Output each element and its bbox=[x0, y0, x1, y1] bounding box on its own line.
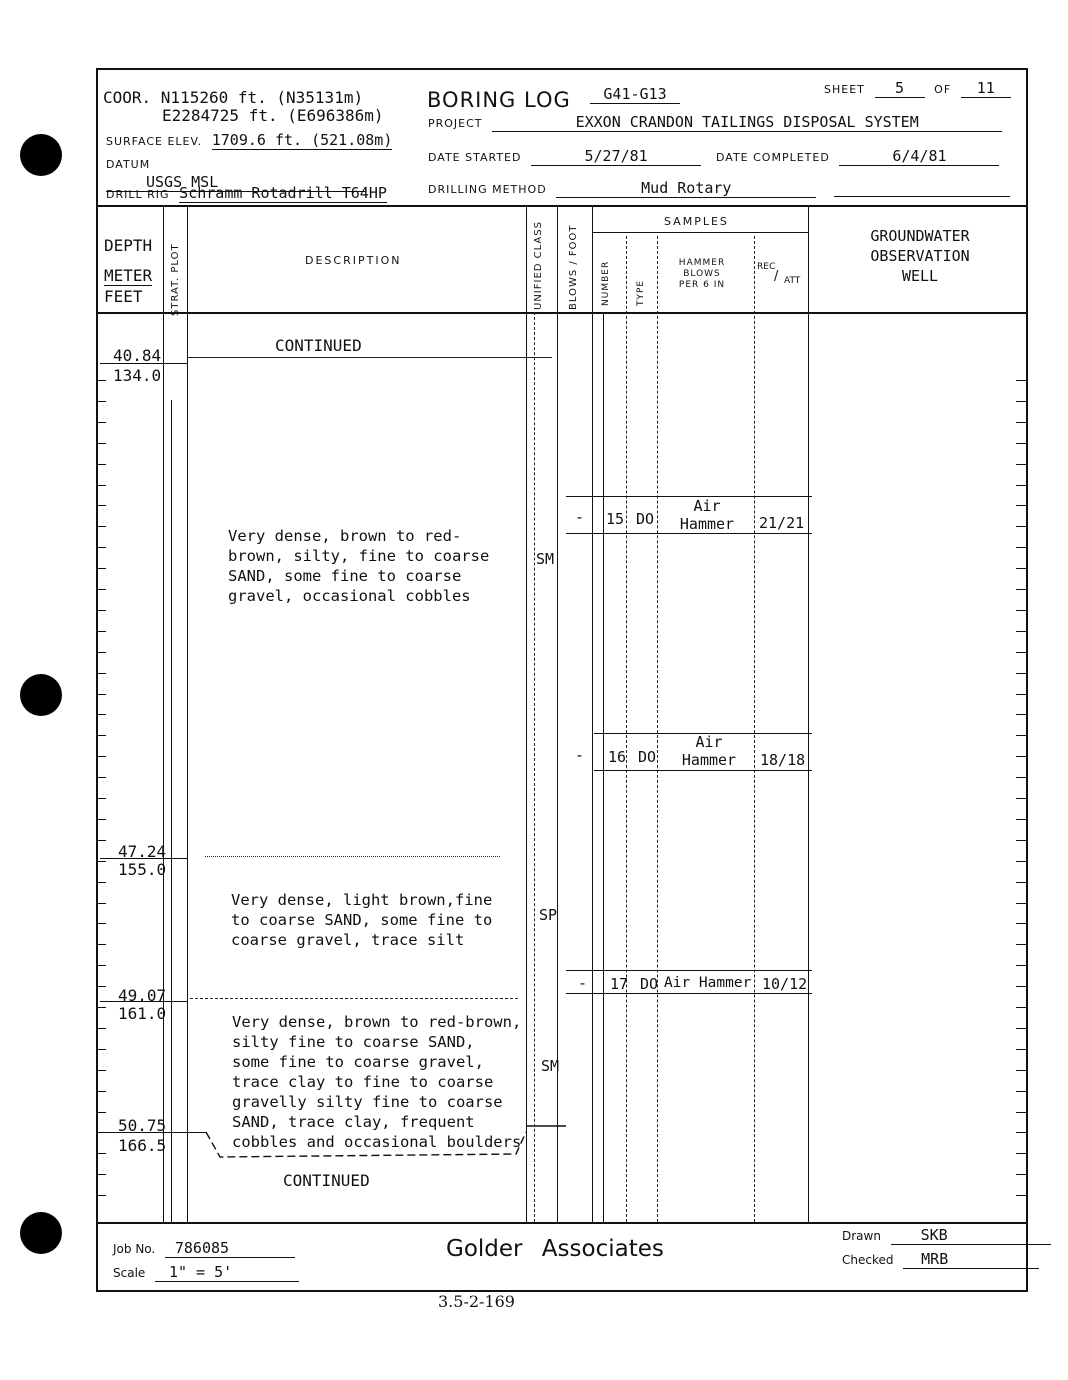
punch-hole bbox=[20, 134, 62, 176]
scale-value: 1" = 5' bbox=[155, 1263, 299, 1282]
depth-tick bbox=[1016, 401, 1026, 402]
sheet-field bbox=[824, 78, 1011, 98]
depth-tick bbox=[1016, 1028, 1026, 1029]
punch-hole bbox=[20, 1212, 62, 1254]
depth-tick bbox=[1016, 923, 1026, 924]
sample-16-recovery: 18/18 bbox=[760, 751, 806, 769]
samples-col-divider bbox=[808, 207, 809, 1222]
depth-tick bbox=[98, 568, 106, 569]
depth-tick bbox=[98, 965, 106, 966]
depth-tick bbox=[1016, 882, 1026, 883]
depth-tick bbox=[1016, 819, 1026, 820]
rec-header: REC bbox=[757, 262, 776, 272]
drilling-method-value: Mud Rotary bbox=[556, 179, 816, 198]
drilling-method-label: DRILLING METHOD bbox=[428, 183, 547, 196]
date-completed-value: 6/4/81 bbox=[839, 147, 999, 166]
boring-id: G41-G13 bbox=[590, 85, 680, 104]
depth-tick bbox=[1016, 631, 1026, 632]
depth-tick bbox=[1016, 673, 1026, 674]
sample-15-type: DO bbox=[636, 510, 655, 528]
depth-tick bbox=[1016, 965, 1026, 966]
sheet-total: 11 bbox=[961, 79, 1011, 98]
depth-tick bbox=[1016, 380, 1026, 381]
depth-tick bbox=[98, 756, 106, 757]
depth-tick bbox=[98, 1028, 106, 1029]
project-field bbox=[428, 112, 1002, 132]
job-number-label: Job No. bbox=[113, 1242, 156, 1256]
date-completed-label: DATE COMPLETED bbox=[716, 151, 830, 164]
number-header: NUMBER bbox=[601, 260, 611, 306]
depth-col-divider bbox=[163, 207, 164, 1222]
depth-tick bbox=[1016, 861, 1026, 862]
type-col-divider bbox=[657, 236, 658, 1222]
depth-feet-4: 166.5 bbox=[118, 1136, 167, 1155]
depth-tick bbox=[98, 464, 106, 465]
surface-elev-value: 1709.6 ft. (521.08m) bbox=[211, 131, 393, 149]
unified-class-header: UNIFIED CLASS bbox=[533, 221, 544, 310]
depth-tick bbox=[1016, 652, 1026, 653]
depth-tick bbox=[98, 443, 106, 444]
depth-tick bbox=[1016, 1091, 1026, 1092]
depth-tick bbox=[98, 1112, 106, 1113]
depth-tick bbox=[1016, 568, 1026, 569]
depth-feet-2: 155.0 bbox=[118, 860, 167, 879]
depth-tick bbox=[1016, 714, 1026, 715]
depth-tick bbox=[98, 861, 106, 862]
depth-tick bbox=[98, 422, 106, 423]
samples-header-line bbox=[593, 232, 809, 233]
depth-tick bbox=[1016, 1153, 1026, 1154]
layer-class-1: SM bbox=[536, 550, 555, 568]
rec-att-slash: / bbox=[774, 269, 779, 284]
depth-tick bbox=[1016, 1007, 1026, 1008]
depth-tick bbox=[98, 589, 106, 590]
depth-tick bbox=[98, 547, 106, 548]
scale-field bbox=[113, 1262, 299, 1282]
drawn-label: Drawn bbox=[842, 1229, 881, 1243]
sample-16-blows: - bbox=[575, 746, 585, 764]
depth-tick bbox=[1016, 735, 1026, 736]
depth-feet-1: 134.0 bbox=[113, 366, 162, 385]
depth-meter-4: 50.75 bbox=[118, 1116, 167, 1135]
date-started-value: 5/27/81 bbox=[531, 147, 701, 166]
strat-plot-header: STRAT. PLOT bbox=[170, 243, 181, 316]
sample-17-bottom bbox=[566, 993, 812, 994]
layer-class-2: SP bbox=[539, 906, 558, 924]
depth-tick bbox=[98, 1007, 106, 1008]
att-header: ATT bbox=[784, 276, 801, 286]
sample-17-blows: - bbox=[578, 974, 588, 992]
checked-field bbox=[842, 1249, 1039, 1269]
job-number-field bbox=[113, 1238, 295, 1258]
depth-tick bbox=[1016, 547, 1026, 548]
depth-tick bbox=[1016, 694, 1026, 695]
sample-17-number: 17 bbox=[610, 975, 629, 993]
depth-tick bbox=[1016, 1049, 1026, 1050]
footer-divider bbox=[96, 1222, 1026, 1224]
sample-17-hammer: Air Hammer bbox=[664, 975, 752, 991]
strat-col-divider bbox=[187, 207, 188, 1222]
depth-tick bbox=[98, 882, 106, 883]
depth-tick bbox=[98, 798, 106, 799]
sample-17-recovery: 10/12 bbox=[762, 975, 808, 993]
depth-tick bbox=[1016, 840, 1026, 841]
sample-16-type: DO bbox=[638, 748, 657, 766]
continued-line bbox=[188, 357, 552, 358]
datum-value: USGS MSL bbox=[106, 173, 366, 192]
depth-tick bbox=[98, 944, 106, 945]
coordinates-north: COOR. N115260 ft. (N35131m) bbox=[103, 88, 364, 107]
continued-bottom: CONTINUED bbox=[283, 1171, 370, 1190]
header-divider bbox=[96, 205, 1026, 207]
number-col-divider bbox=[626, 236, 627, 1222]
project-value: EXXON CRANDON TAILINGS DISPOSAL SYSTEM bbox=[492, 113, 1002, 132]
sample-15-bottom bbox=[566, 533, 812, 534]
drawn-value: SKB bbox=[891, 1226, 1051, 1245]
of-label: OF bbox=[934, 83, 952, 96]
type-header: TYPE bbox=[636, 279, 646, 306]
sample-16-hammer: Air Hammer bbox=[681, 733, 737, 769]
description-col-divider bbox=[526, 207, 527, 1222]
depth-tick bbox=[1016, 1195, 1026, 1196]
checked-label: Checked bbox=[842, 1253, 894, 1267]
depth-tick bbox=[1016, 1132, 1026, 1133]
depth-tick bbox=[1016, 903, 1026, 904]
depth-tick bbox=[1016, 777, 1026, 778]
scale-label: Scale bbox=[113, 1266, 146, 1280]
depth-tick bbox=[1016, 526, 1026, 527]
sample-15-number: 15 bbox=[606, 510, 625, 528]
drill-rig-field bbox=[106, 183, 387, 203]
sample-16-bottom bbox=[594, 770, 812, 771]
page-number: 3.5-2-169 bbox=[438, 1292, 515, 1311]
surface-elev-label: SURFACE ELEV. bbox=[106, 135, 203, 148]
sheet-number: 5 bbox=[875, 79, 925, 98]
surface-elev-field bbox=[106, 130, 392, 150]
depth-tick bbox=[98, 903, 106, 904]
depth-tick bbox=[98, 923, 106, 924]
depth-tick bbox=[1016, 1174, 1026, 1175]
class-dashed-divider bbox=[534, 312, 535, 1222]
sheet-label: SHEET bbox=[824, 83, 865, 96]
depth-tick bbox=[1016, 422, 1026, 423]
depth-tick bbox=[98, 1049, 106, 1050]
depth-tick bbox=[98, 714, 106, 715]
checked-value: MRB bbox=[903, 1250, 1039, 1269]
blows-foot-header: BLOWS / FOOT bbox=[568, 224, 579, 310]
layer-boundary-3 bbox=[190, 998, 518, 999]
depth-meter-3: 49.07 bbox=[118, 986, 167, 1005]
description-header: DESCRIPTION bbox=[305, 254, 402, 267]
depth-tick bbox=[98, 652, 106, 653]
layer-description-3: Very dense, brown to red-brown, silty fine to coarse SAND, some fine to coarse gravel, trace clay to fine to coarse gravelly silty fine to coarse SAND, trace clay, frequent cobbles and occasional boulders bbox=[232, 1013, 522, 1151]
depth-marker-1 bbox=[100, 363, 188, 364]
depth-tick bbox=[98, 1195, 106, 1196]
depth-tick bbox=[1016, 610, 1026, 611]
sample-17-top bbox=[566, 970, 812, 971]
hammer-blows-header: HAMMER BLOWS PER 6 IN bbox=[678, 258, 726, 290]
depth-tick bbox=[1016, 756, 1026, 757]
depth-tick bbox=[98, 735, 106, 736]
feet-header: FEET bbox=[104, 287, 143, 306]
depth-marker-2 bbox=[100, 858, 188, 859]
punch-hole bbox=[20, 674, 62, 716]
depth-tick bbox=[98, 485, 106, 486]
layer-class-3: SM bbox=[541, 1057, 560, 1075]
sample-15-hammer: Air Hammer bbox=[679, 497, 735, 533]
meter-header: METER bbox=[104, 266, 153, 285]
blows-col-divider bbox=[592, 207, 593, 1222]
depth-tick bbox=[1016, 944, 1026, 945]
depth-tick bbox=[98, 840, 106, 841]
depth-tick bbox=[1016, 505, 1026, 506]
samples-header: SAMPLES bbox=[664, 215, 729, 228]
depth-tick bbox=[98, 401, 106, 402]
depth-tick bbox=[98, 505, 106, 506]
continued-top: CONTINUED bbox=[275, 336, 362, 355]
blank-underline bbox=[834, 196, 1010, 197]
drawn-field bbox=[842, 1225, 1051, 1245]
depth-tick bbox=[98, 1070, 106, 1071]
sample-15-blows: - bbox=[575, 508, 585, 526]
depth-tick bbox=[1016, 986, 1026, 987]
depth-tick bbox=[1016, 798, 1026, 799]
depth-tick bbox=[98, 673, 106, 674]
sample-16-number: 16 bbox=[608, 748, 627, 766]
depth-tick bbox=[1016, 1112, 1026, 1113]
depth-tick bbox=[1016, 485, 1026, 486]
coordinates-east: E2284725 ft. (E696386m) bbox=[162, 106, 384, 125]
depth-tick bbox=[98, 526, 106, 527]
depth-tick bbox=[1016, 1070, 1026, 1071]
depth-tick bbox=[98, 694, 106, 695]
drill-rig-label: DRILL RIG bbox=[106, 188, 170, 201]
depth-header: DEPTH bbox=[104, 236, 153, 255]
column-header-divider bbox=[96, 312, 1026, 314]
depth-tick bbox=[98, 1174, 106, 1175]
layer-boundary-2 bbox=[205, 856, 500, 857]
form-title: BORING LOG bbox=[427, 88, 571, 112]
depth-tick bbox=[98, 1153, 106, 1154]
groundwater-header: GROUNDWATER OBSERVATION WELL bbox=[870, 227, 970, 285]
datum-label: DATUM bbox=[106, 158, 151, 171]
date-started-field bbox=[428, 146, 701, 166]
depth-tick bbox=[98, 1091, 106, 1092]
depth-tick bbox=[98, 380, 106, 381]
depth-tick bbox=[98, 777, 106, 778]
sample-17-type: DO bbox=[640, 975, 659, 993]
depth-meter-1: 40.84 bbox=[113, 346, 162, 365]
depth-tick bbox=[1016, 589, 1026, 590]
date-started-label: DATE STARTED bbox=[428, 151, 522, 164]
layer-description-2: Very dense, light brown,fine to coarse SAND, some fine to coarse gravel, trace silt bbox=[231, 891, 493, 949]
date-completed-field bbox=[716, 146, 999, 166]
depth-meter-2: 47.24 bbox=[118, 842, 167, 861]
sample-15-recovery: 21/21 bbox=[759, 514, 805, 532]
number-inner-line bbox=[603, 312, 604, 1222]
hammer-col-divider bbox=[754, 236, 755, 1222]
depth-feet-3: 161.0 bbox=[118, 1004, 167, 1023]
depth-tick bbox=[98, 610, 106, 611]
strat-inner-line bbox=[171, 400, 172, 1222]
project-label: PROJECT bbox=[428, 117, 483, 130]
company-name: Golder Associates bbox=[446, 1236, 664, 1262]
depth-tick bbox=[98, 631, 106, 632]
depth-marker-3 bbox=[100, 1001, 188, 1002]
drill-rig-value: Schramm Rotadrill T64HP bbox=[179, 184, 387, 202]
depth-tick bbox=[1016, 443, 1026, 444]
job-number-value: 786085 bbox=[165, 1239, 295, 1258]
depth-tick bbox=[1016, 464, 1026, 465]
depth-tick bbox=[98, 986, 106, 987]
layer-description-1: Very dense, brown to red- brown, silty, fine to coarse SAND, some fine to coarse gravel, occasional cobbles bbox=[228, 527, 490, 605]
drilling-method-field bbox=[428, 178, 816, 198]
depth-tick bbox=[98, 819, 106, 820]
